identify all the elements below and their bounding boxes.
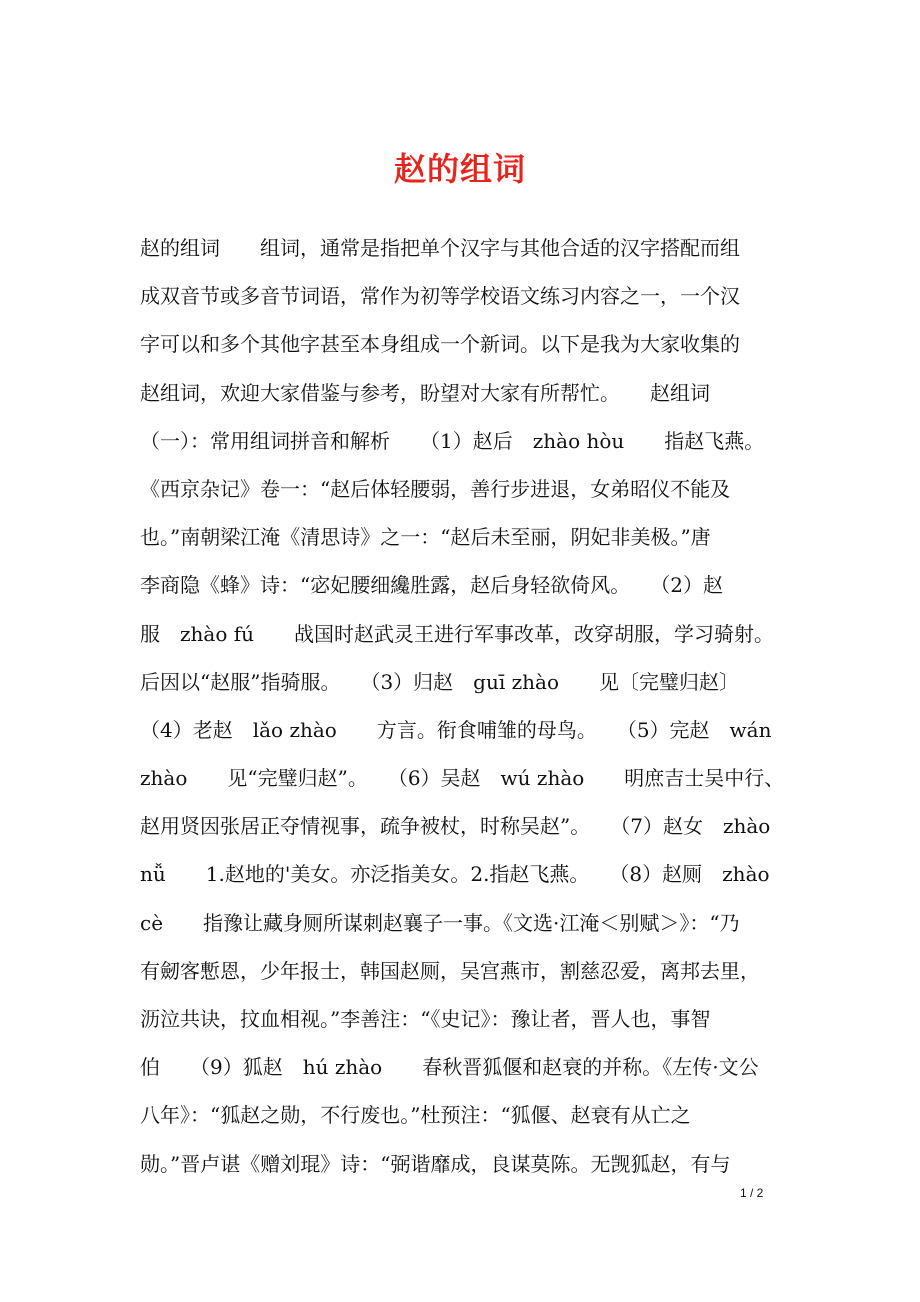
text-line: 也。”南朝梁江淹《清思诗》之一：“赵后未至丽，阴妃非美极。”唐 [140, 525, 711, 550]
text-line: zhào 见“完璧归赵”。 （6）吴赵 wú zhào 明庶吉士吴中行、 [140, 766, 785, 791]
text-line: 字可以和多个其他字甚至本身组成一个新词。以下是我为大家收集的 [140, 332, 740, 357]
body-text [140, 228, 795, 1192]
text-line: 有劒客慙恩，少年报士，韩国赵厕，吴宫燕市，割慈忍爱，离邦去里， [140, 958, 760, 983]
text-line: nǚ 1.赵地的'美女。亦泛指美女。2.指赵飞燕。 （8）赵厕 zhào [140, 862, 770, 887]
text-line: 后因以“赵服”指骑服。 （3）归赵 guī zhào 见〔完璧归赵〕 [140, 669, 739, 694]
text-line: 赵组词，欢迎大家借鉴与参考，盼望对大家有所帮忙。 赵组词 [140, 380, 710, 405]
text-line: 赵用贤因张居正夺情视事，疏争被杖，时称吴赵”。 （7）赵女 zhào [140, 814, 771, 839]
text-line: 勋。”晋卢谌《赠刘琨》诗：“弼谐靡成，良谋莫陈。无觊狐赵，有与 [140, 1151, 731, 1176]
text-line: 《西京杂记》卷一：“赵后体轻腰弱，善行步进退，女弟昭仪不能及 [140, 476, 731, 501]
text-line: 服 zhào fú 战国时赵武灵王进行军事改革，改穿胡服，学习骑射。 [140, 621, 775, 646]
text-line: 八年》：“狐赵之勋，不行废也。”杜预注：“狐偃、赵衰有从亡之 [140, 1103, 691, 1128]
text-line: cè 指豫让藏身厕所谋刺赵襄子一事。《文选·江淹＜别赋＞》：“乃 [140, 910, 740, 935]
text-line: （4）老赵 lǎo zhào 方言。衔食哺雏的母鸟。 （5）完赵 wán [140, 717, 772, 742]
text-line: 赵的组词 组词，通常是指把单个汉字与其他合适的汉字搭配而组 [140, 236, 740, 260]
page-number: 1 / 2 [740, 1186, 764, 1200]
text-line: 伯 （9）狐赵 hú zhào 春秋晋狐偃和赵衰的并称。《左传·文公 [140, 1055, 759, 1080]
text-line: 成双音节或多音节词语，常作为初等学校语文练习内容之一，一个汉 [140, 284, 740, 309]
text-line: （一）：常用组词拼音和解析 （1）赵后 zhào hòu 指赵飞燕。 [140, 428, 765, 453]
document-title: 赵的组词 [393, 150, 526, 188]
text-line: 李商隐《蜂》诗：“宓妃腰细纔胜露，赵后身轻欲倚风。 （2）赵 [140, 573, 723, 598]
text-line: 沥泣共诀，抆血相视。”李善注：“《史记》：豫让者，晋人也，事智 [140, 1007, 711, 1031]
